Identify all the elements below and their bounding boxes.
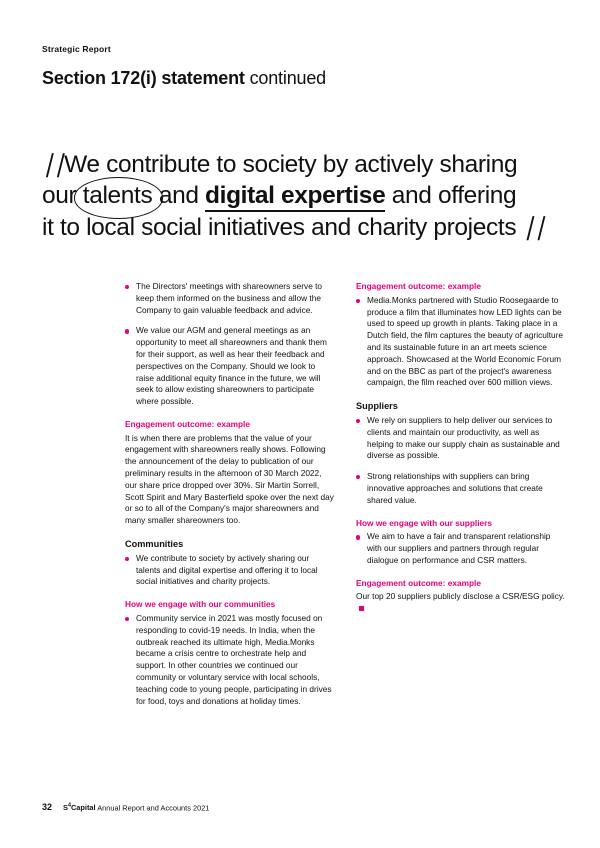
brand-rest: Capital	[70, 803, 96, 812]
quote-close-mark: ∣∣	[522, 213, 545, 241]
pull-quote	[42, 149, 560, 243]
suppliers-heading: Suppliers	[356, 401, 398, 412]
quote-circled-word-wrap	[83, 180, 153, 211]
engage-communities-heading: How we engage with our communities	[125, 599, 276, 610]
list-item: We aim to have a fair and transparent relationship with our suppliers and partners through regular dialogue on performance and CSR matters.	[356, 531, 565, 566]
page-footer	[42, 802, 209, 812]
suppliers-bullet-list	[356, 415, 565, 506]
brand-superscript: 4	[67, 802, 71, 809]
footer-report-title: Annual Report and Accounts 2021	[95, 803, 210, 812]
engagement-outcome-heading: Engagement outcome: example	[125, 418, 250, 429]
company-logo-text	[63, 803, 96, 812]
list-item: Community service in 2021 was mostly focused on responding to covid-19 needs. In India, when the outbreak reached its ultimate high, Media.Monks became a crisis centre to orchestrate help and support. In other countries we continued our community or voluntary service with local schools, teaching code to young people, participating in drives for food, toys and donations at holiday times.	[125, 613, 334, 707]
page-title-main: Section 172(i) statement	[42, 68, 245, 88]
list-item: We rely on suppliers to help deliver our services to clients and maintain our productivity, as well as helping to make our supply chain as sustainable and diverse as possible.	[356, 415, 565, 462]
communities-bullet-list	[125, 553, 334, 588]
quote-line-2-mid: and	[152, 182, 206, 210]
engagement-outcome-heading-top: Engagement outcome: example	[356, 281, 481, 292]
engagement-outcome-bullet-list	[356, 295, 565, 389]
page-title-continued: continued	[244, 68, 327, 88]
quote-underlined-phrase: digital expertise	[205, 182, 385, 212]
engage-communities-bullet-list	[125, 613, 334, 707]
list-item: We value our AGM and general meetings as an opportunity to meet all shareowners and thank them for their support, as well as hear their feedback and perspectives on the Company. Should we look to raise additional equity finance in the future, we will seek to allow existing shareowners to participate where possible.	[125, 325, 334, 407]
right-column	[356, 281, 565, 707]
list-item: Strong relationships with suppliers can bring innovative approaches and solutions that create shared value.	[356, 471, 565, 506]
quote-open-mark: ∣∣	[42, 151, 65, 178]
list-item: Media.Monks partnered with Studio Roosegaarde to produce a film that illuminates how LED lights can be used to speed up growth in plants. Taking place in a Dutch field, the film captures the beauty of agriculture and its sustainable future in an art meets science approach. Showcased at the World Economic Forum and on the BBC as part of the project's awareness campaign, the film reached over 600 million views.	[356, 295, 565, 389]
brand-letter: S	[63, 803, 68, 812]
end-of-article-marker	[359, 606, 364, 611]
page-number: 32	[42, 802, 53, 812]
quote-line-3: it to local social initiatives and charity projects	[42, 213, 517, 241]
engagement-outcome-text-bottom-value: Our top 20 suppliers publicly disclose a CSR/ESG policy.	[356, 591, 565, 602]
quote-circled-word: talents	[82, 182, 153, 210]
engage-suppliers-heading: How we engage with our suppliers	[356, 517, 492, 528]
list-item: The Directors' meetings with shareowners serve to keep them informed on the business and allow the Company to gain valuable feedback and advice.	[125, 281, 334, 316]
quote-line-2-suffix: and offering	[385, 182, 517, 210]
engage-suppliers-bullet-list	[356, 531, 565, 566]
engagement-outcome-text: It is when there are problems that the value of your engagement with shareowners really shows. Following the announcement of the delay to publication of our preliminary results in the afternoon of 30 March 2022, our share price dropped over 30%. Sir Martin Sorrell, Scott Spirit and Mary Basterfield spoke over the next day or so to all of the Company's major shareowners and many smaller shareowners too.	[125, 432, 334, 526]
footer-report-line	[63, 803, 209, 812]
page-title	[42, 68, 560, 89]
quote-line-2-prefix: our	[42, 182, 83, 210]
shareowner-bullet-list	[125, 281, 334, 408]
left-column	[125, 281, 334, 707]
section-eyebrow: Strategic Report	[42, 44, 111, 54]
communities-heading: Communities	[125, 538, 184, 549]
list-item: We contribute to society by actively sharing our talents and digital expertise and offering it to local social initiatives and charity projects.	[125, 553, 334, 588]
engagement-outcome-heading-bottom: Engagement outcome: example	[356, 577, 481, 588]
engagement-outcome-text-bottom	[356, 591, 565, 615]
body-columns	[125, 281, 565, 707]
quote-line-1: We contribute to society by actively sharing	[64, 151, 518, 178]
